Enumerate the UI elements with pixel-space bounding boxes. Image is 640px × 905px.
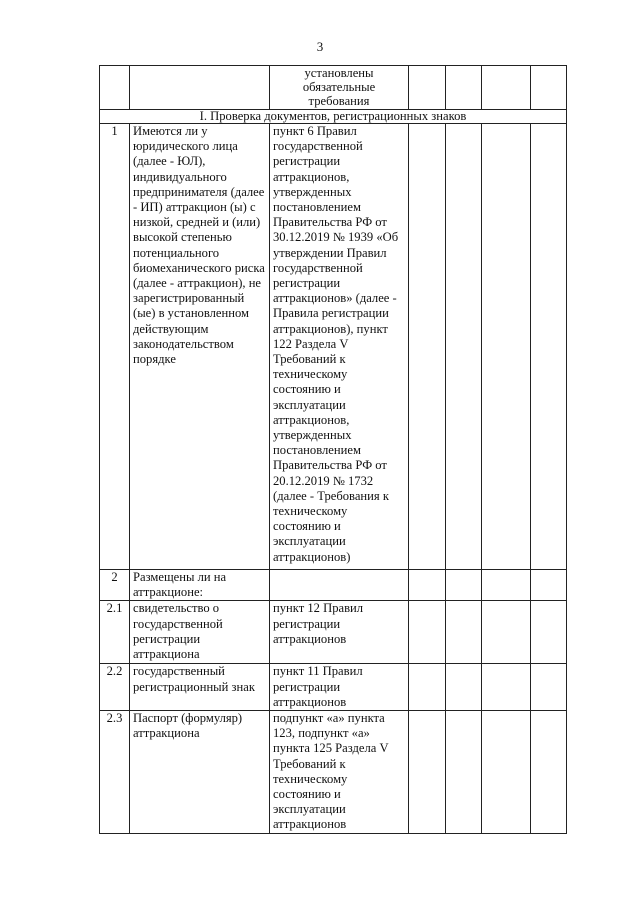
cell-answer-na [482, 570, 531, 601]
cell-question: государственный регистрационный знак [130, 664, 270, 711]
cell-requirement [270, 570, 409, 601]
cell-answer-no [446, 664, 482, 711]
cell-answer-na [482, 664, 531, 711]
cell-requirement: пункт 12 Правил регистрации аттракционов [270, 601, 409, 664]
cell-answer-na [482, 124, 531, 570]
cell-question: свидетельство о государственной регистрации аттракциона [130, 601, 270, 664]
section-header-row [100, 110, 567, 124]
cell-num: 2.3 [100, 711, 130, 834]
cell-answer-no [446, 601, 482, 664]
cell-answer-yes [409, 124, 446, 570]
cell-note [531, 570, 567, 601]
cell-num [100, 66, 130, 110]
cell-question: Паспорт (формуляр) аттракциона [130, 711, 270, 834]
cell-requirement: пункт 6 Правил государственной регистрации аттракционов, утвержденных постановлением Правительства РФ от 30.12.2019 № 1939 «Об утверждении Правил государственной регистрации аттракционов» (далее - Правила регистрации аттракционов), пункт 122 Раздела V Требований к техническому состоянию и эксплуатации аттракционов, утвержденных постановлением Правительства РФ от 20.12.2019 № 1732 (далее - Требования к техническому состоянию и эксплуатации аттракционов) [270, 124, 409, 570]
cell-requirement: подпункт «а» пункта 123, подпункт «а» пункта 125 Раздела V Требований к техническому состоянию и эксплуатации аттракционов [270, 711, 409, 834]
cell-answer-yes [409, 601, 446, 664]
table-row [100, 711, 567, 834]
cell-answer-na [482, 711, 531, 834]
cell-num: 2.2 [100, 664, 130, 711]
table-row [100, 601, 567, 664]
cell-note [531, 711, 567, 834]
cell-answer-no [446, 711, 482, 834]
cell-num: 2 [100, 570, 130, 601]
page-number: 3 [316, 39, 324, 54]
cell-answer-na [482, 601, 531, 664]
cell-answer-yes [409, 664, 446, 711]
cell-question: Размещены ли на аттракционе: [130, 570, 270, 601]
cell-answer-yes [409, 66, 446, 110]
cell-note [531, 601, 567, 664]
cell-answer-no [446, 124, 482, 570]
cell-num: 1 [100, 124, 130, 570]
table-row [100, 570, 567, 601]
cell-answer-yes [409, 570, 446, 601]
cell-question: Имеются ли у юридического лица (далее - ЮЛ), индивидуального предпринимателя (далее - ИП) аттракцион (ы) с низкой, средней и (или) высокой степенью потенциального биомеханического риска (далее - аттракцион), не зарегистрированный (ые) в установленном действующим законодательством порядке [130, 124, 270, 570]
table-row [100, 124, 567, 570]
cell-note [531, 664, 567, 711]
cell-answer-no [446, 570, 482, 601]
table-row [100, 664, 567, 711]
cell-note [531, 124, 567, 570]
cell-answer-na [482, 66, 531, 110]
continuation-row [100, 66, 567, 110]
checklist-table [99, 65, 567, 834]
cell-num: 2.1 [100, 601, 130, 664]
cell-note [531, 66, 567, 110]
section-title: I. Проверка документов, регистрационных знаков [100, 110, 567, 124]
cell-requirement: пункт 11 Правил регистрации аттракционов [270, 664, 409, 711]
cell-answer-yes [409, 711, 446, 834]
cell-requirement: установлены обязательные требования [270, 66, 409, 110]
cell-question [130, 66, 270, 110]
cell-answer-no [446, 66, 482, 110]
